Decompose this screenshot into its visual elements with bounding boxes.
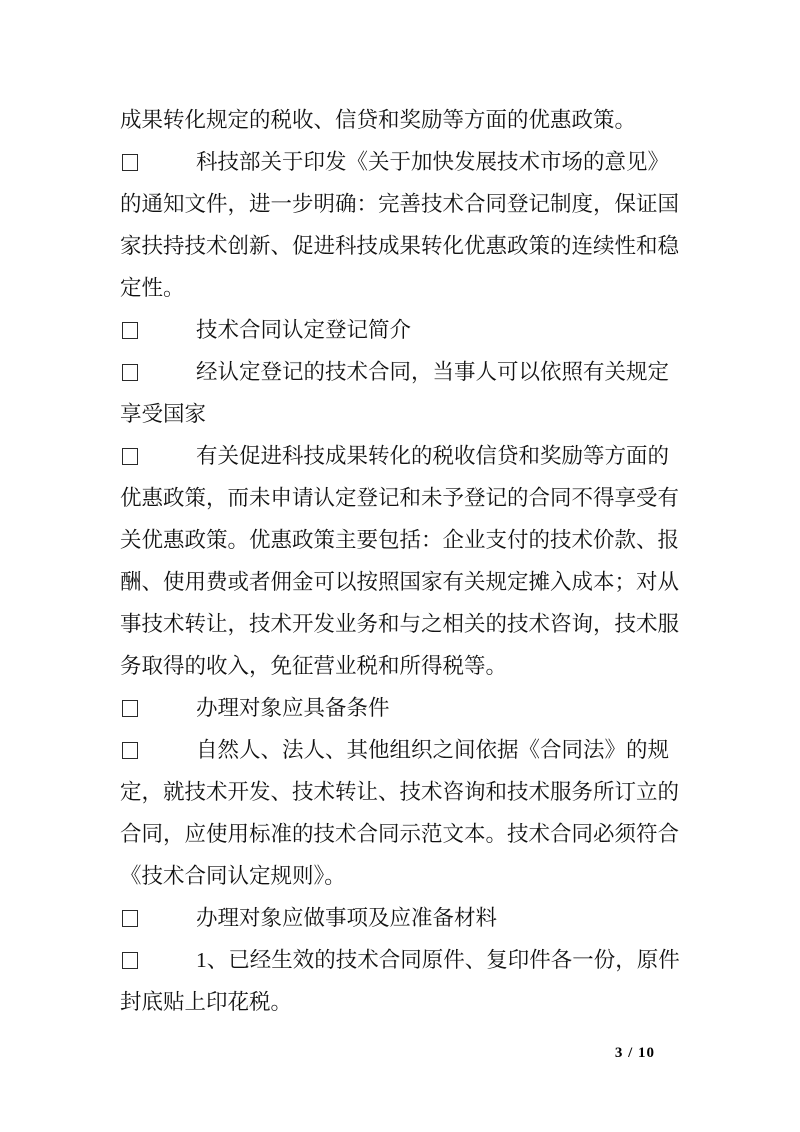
text-line <box>120 435 686 477</box>
empty-checkbox-icon <box>122 322 138 339</box>
text-line <box>120 561 686 603</box>
empty-checkbox-icon <box>122 154 138 171</box>
text-line-content: 办理对象应具备条件 <box>196 696 390 720</box>
text-line-content: 事技术转让，技术开发业务和与之相关的技术咨询，技术服 <box>120 612 680 636</box>
text-line-content: 的通知文件，进一步明确：完善技术合同登记制度，保证国 <box>120 192 680 216</box>
empty-checkbox-icon <box>122 742 138 759</box>
text-line-content: 定，就技术开发、技术转让、技术咨询和技术服务所订立的 <box>120 780 680 804</box>
text-line-content: 享受国家 <box>120 402 207 426</box>
text-line-content: 办理对象应做事项及应准备材料 <box>196 906 498 930</box>
text-line-content: 封底贴上印花税。 <box>120 990 293 1014</box>
page-number: 3 / 10 <box>614 1045 655 1061</box>
text-line <box>120 519 686 561</box>
text-line <box>120 99 686 141</box>
empty-checkbox-icon <box>122 700 138 717</box>
text-line-content: 技术合同认定登记简介 <box>196 318 412 342</box>
text-line-content: 关优惠政策。优惠政策主要包括：企业支付的技术价款、报 <box>120 528 680 552</box>
text-line-content: 成果转化规定的税收、信贷和奖励等方面的优惠政策。 <box>120 108 637 132</box>
text-line-content: 酬、使用费或者佣金可以按照国家有关规定摊入成本；对从 <box>120 570 680 594</box>
text-line <box>120 351 686 393</box>
text-line <box>120 477 686 519</box>
text-line <box>120 225 686 267</box>
text-line-content: 家扶持技术创新、促进科技成果转化优惠政策的连续性和稳 <box>120 234 680 258</box>
text-line-content: 自然人、法人、其他组织之间依据《合同法》的规 <box>196 738 670 762</box>
text-line <box>120 981 686 1023</box>
text-line <box>120 309 686 351</box>
empty-checkbox-icon <box>122 448 138 465</box>
empty-checkbox-icon <box>122 364 138 381</box>
text-line-content: 《技术合同认定规则》。 <box>120 864 346 888</box>
text-line-content: 科技部关于印发《关于加快发展技术市场的意见》 <box>196 150 670 174</box>
text-line <box>120 939 686 981</box>
text-line-content: 定性。 <box>120 276 185 300</box>
text-line-content: 优惠政策，而未申请认定登记和未予登记的合同不得享受有 <box>120 486 680 510</box>
document-text <box>120 99 686 1023</box>
text-line <box>120 771 686 813</box>
text-line <box>120 141 686 183</box>
text-line <box>120 267 686 309</box>
text-line-content: 务取得的收入，免征营业税和所得税等。 <box>120 654 508 678</box>
text-line <box>120 393 686 435</box>
empty-checkbox-icon <box>122 952 138 969</box>
text-line <box>120 183 686 225</box>
empty-checkbox-icon <box>122 910 138 927</box>
text-line <box>120 603 686 645</box>
text-line <box>120 855 686 897</box>
text-line <box>120 729 686 771</box>
text-line-content: 合同，应使用标准的技术合同示范文本。技术合同必须符合 <box>120 822 680 846</box>
text-line-content: 1、已经生效的技术合同原件、复印件各一份，原件 <box>196 948 680 972</box>
text-line <box>120 687 686 729</box>
text-line <box>120 813 686 855</box>
text-line-content: 有关促进科技成果转化的税收信贷和奖励等方面的 <box>196 444 670 468</box>
text-line-content: 经认定登记的技术合同，当事人可以依照有关规定 <box>196 360 670 384</box>
text-line <box>120 645 686 687</box>
text-line <box>120 897 686 939</box>
